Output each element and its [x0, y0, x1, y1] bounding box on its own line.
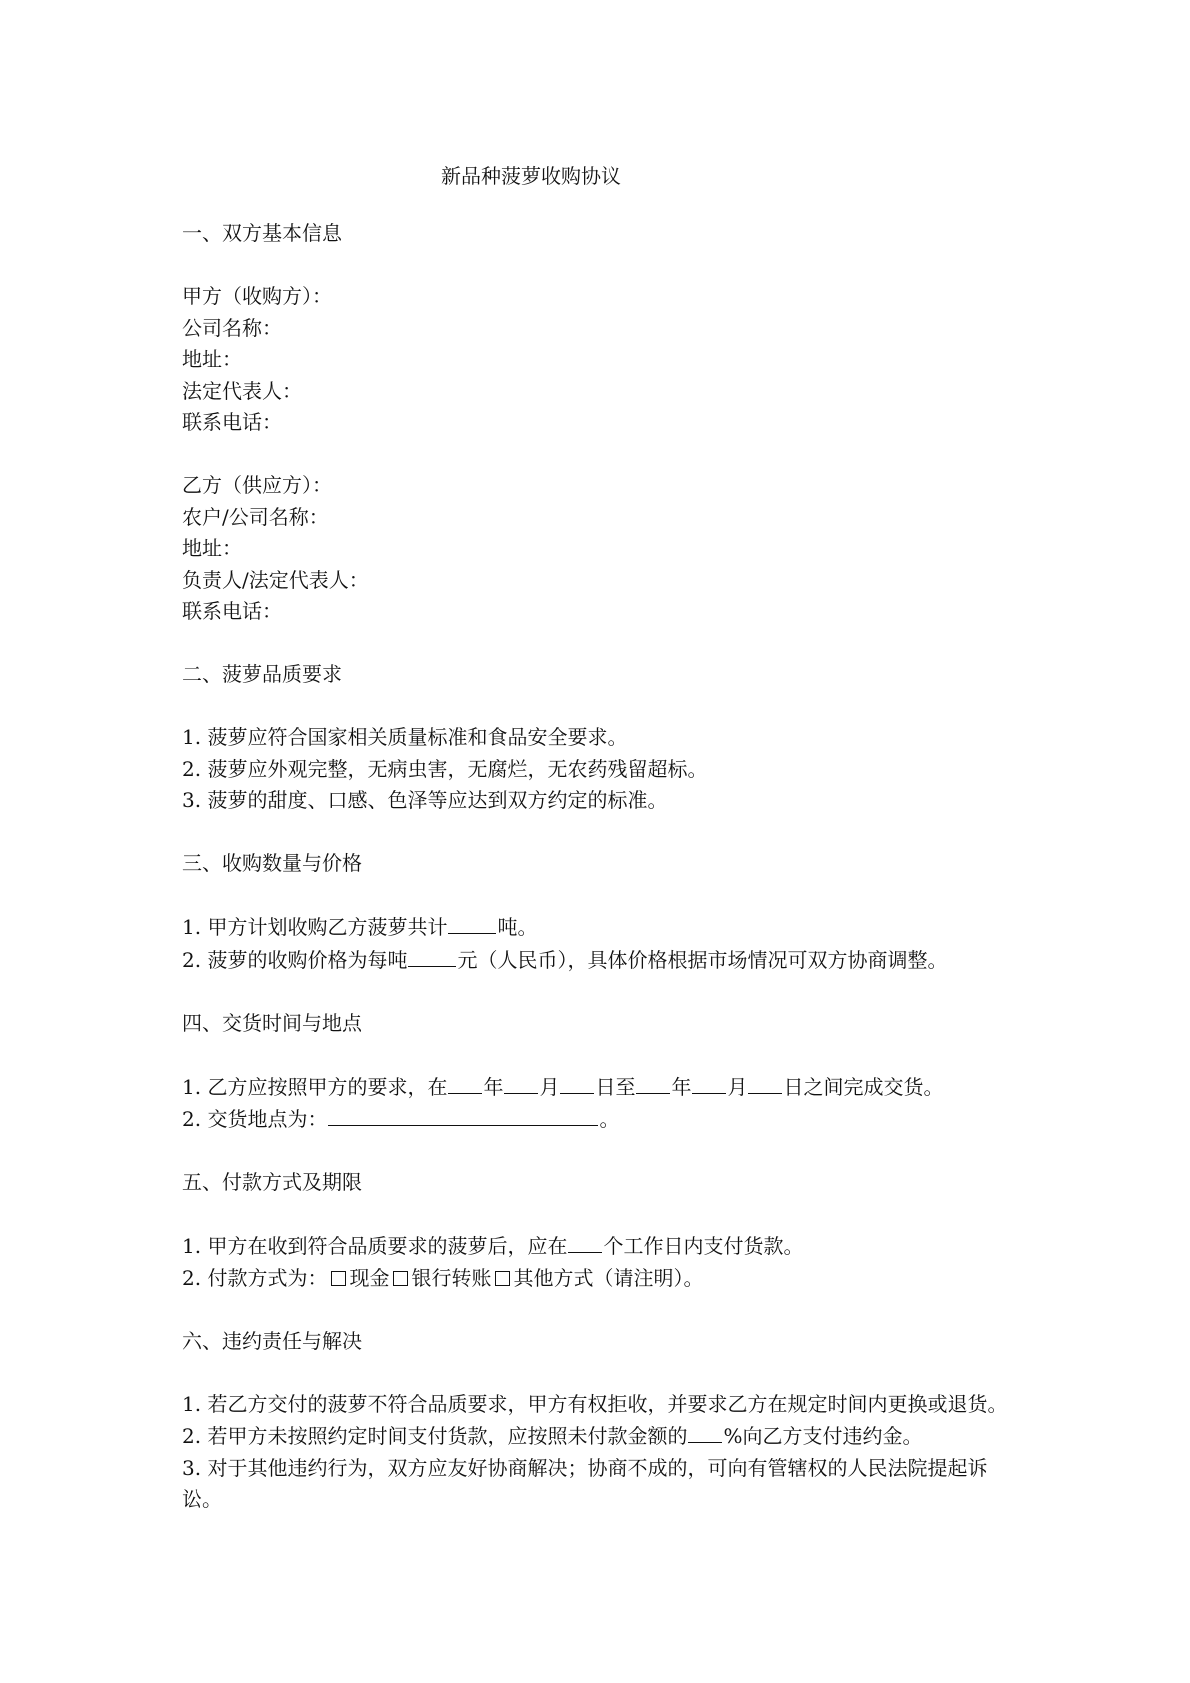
party-b-responsible-field: 负责人/法定代表人： — [182, 567, 369, 592]
list-item — [182, 1230, 1022, 1263]
list-item — [182, 1071, 1022, 1104]
list-item: 1. 若乙方交付的菠萝不符合品质要求，甲方有权拒收，并要求乙方在规定时间内更换或退货。 — [182, 1391, 1008, 1416]
penalty-percent-blank[interactable] — [688, 1420, 722, 1443]
quantity-blank[interactable] — [448, 911, 496, 934]
party-b-label: 乙方（供应方）： — [182, 473, 332, 497]
item-text: 日之间完成交货。 — [783, 1074, 944, 1099]
list-item — [182, 1420, 1022, 1453]
item-text: 2. 若甲方未按照约定时间支付货款，应按照未付款金额的 — [182, 1424, 688, 1448]
section-heading: 三、收购数量与价格 — [182, 851, 362, 875]
party-a-phone-field: 联系电话： — [182, 410, 282, 434]
item-text: 。 — [683, 1265, 704, 1290]
start-day-blank[interactable] — [560, 1071, 594, 1094]
document-title: 新品种菠萝收购协议 — [441, 164, 621, 188]
item-text: 1. 甲方在收到符合品质要求的菠萝后，应在 — [182, 1234, 568, 1258]
party-b-name-field: 农户/公司名称： — [182, 504, 329, 529]
item-text: 吨。 — [497, 915, 538, 939]
party-b-address-field: 地址： — [182, 536, 242, 560]
section-heading: 四、交货时间与地点 — [182, 1010, 362, 1035]
day-to-label: 日至 — [595, 1074, 636, 1099]
list-item — [182, 1103, 1022, 1136]
year-label: 年 — [483, 1074, 504, 1099]
month-label: 月 — [539, 1074, 560, 1099]
end-day-blank[interactable] — [748, 1071, 782, 1094]
end-month-blank[interactable] — [692, 1071, 726, 1094]
checkbox-label: 其他方式（请注明） — [513, 1265, 684, 1290]
section-heading: 五、付款方式及期限 — [182, 1170, 362, 1194]
list-item: 3. 对于其他违约行为，双方应友好协商解决；协商不成的，可向有管辖权的人民法院提起诉讼。 — [182, 1455, 988, 1511]
document-body — [182, 218, 1022, 1516]
payment-days-blank[interactable] — [568, 1230, 602, 1253]
list-item — [182, 911, 1022, 944]
checkbox-label: 银行转账 — [411, 1265, 492, 1290]
list-item — [182, 944, 1022, 977]
item-text: 。 — [599, 1107, 620, 1131]
party-b-phone-field: 联系电话： — [182, 599, 282, 623]
delivery-location-blank[interactable] — [328, 1103, 598, 1126]
item-text: 2. 交货地点为： — [182, 1107, 328, 1131]
item-text: 1. 乙方应按照甲方的要求，在 — [182, 1074, 448, 1099]
party-a-address-field: 地址： — [182, 347, 242, 371]
list-item: 1. 菠萝应符合国家相关质量标准和食品安全要求。 — [182, 725, 628, 749]
cash-checkbox[interactable] — [331, 1271, 346, 1286]
month-label: 月 — [727, 1074, 748, 1099]
party-a-label: 甲方（收购方）： — [182, 284, 332, 308]
item-text: 元（人民币），具体价格根据市场情况可双方协商调整。 — [457, 947, 948, 972]
party-a-company-field: 公司名称： — [182, 315, 282, 340]
item-text: 个工作日内支付货款。 — [603, 1234, 804, 1258]
section-heading: 二、菠萝品质要求 — [182, 662, 342, 686]
list-item — [182, 1263, 1022, 1295]
price-blank[interactable] — [408, 944, 456, 967]
item-text: 2. 菠萝的收购价格为每吨 — [182, 947, 408, 972]
section-heading: 一、双方基本信息 — [182, 221, 342, 245]
start-month-blank[interactable] — [504, 1071, 538, 1094]
list-item: 3. 菠萝的甜度、口感、色泽等应达到双方约定的标准。 — [182, 788, 668, 812]
item-text: 1. 甲方计划收购乙方菠萝共计 — [182, 915, 448, 939]
checkbox-label: 现金 — [349, 1265, 390, 1290]
year-label: 年 — [671, 1074, 692, 1099]
start-year-blank[interactable] — [448, 1071, 482, 1094]
other-method-checkbox[interactable] — [495, 1271, 510, 1286]
end-year-blank[interactable] — [636, 1071, 670, 1094]
item-text: %向乙方支付违约金。 — [723, 1424, 923, 1448]
item-text: 2. 付款方式为： — [182, 1265, 328, 1290]
bank-transfer-checkbox[interactable] — [393, 1271, 408, 1286]
section-heading: 六、违约责任与解决 — [182, 1328, 362, 1353]
party-a-legal-rep-field: 法定代表人： — [182, 378, 302, 403]
list-item: 2. 菠萝应外观完整，无病虫害，无腐烂，无农药残留超标。 — [182, 756, 708, 781]
